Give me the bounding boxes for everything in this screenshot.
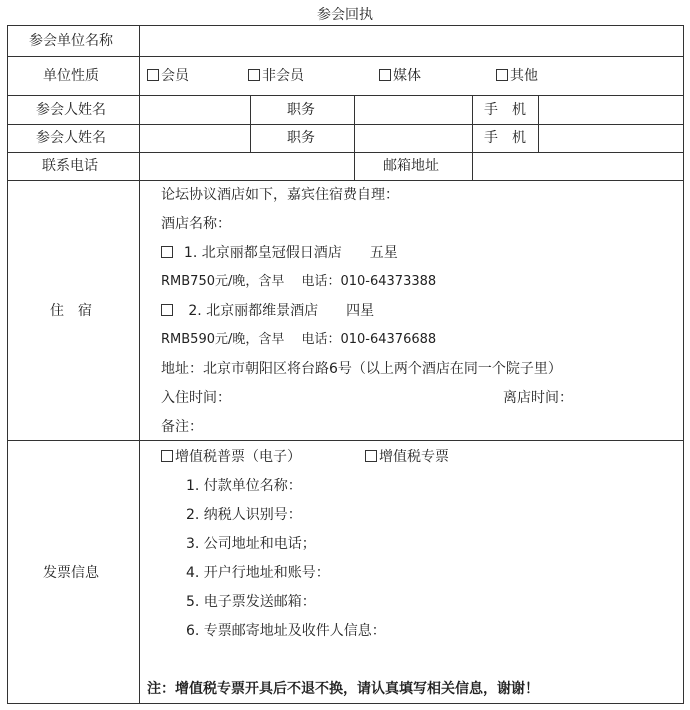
checkin-label: 入住时间：	[161, 390, 231, 406]
invoice-item: 3. 公司地址和电话；	[186, 536, 316, 552]
position-label: 职务	[287, 130, 315, 146]
attendee-name-field[interactable]	[140, 96, 250, 124]
lodging-intro: 论坛协议酒店如下，嘉宾住宿费自理：	[161, 187, 399, 203]
hotel-option-1[interactable]: 1. 北京丽都皇冠假日酒店 五星	[161, 244, 398, 262]
checkbox-icon[interactable]	[161, 304, 173, 316]
lodging-label: 住 宿	[50, 303, 92, 319]
hotel-2-price: RMB590元/晚，含早 电话：010-64376688	[161, 332, 437, 347]
phone-label: 联系电话	[42, 158, 98, 174]
invoice-item: 5. 电子票发送邮箱：	[186, 594, 316, 610]
mobile-label: 手 机	[484, 102, 526, 118]
invoice-item: 4. 开户行地址和账号：	[186, 565, 330, 581]
remark-label: 备注：	[161, 419, 203, 435]
checkout-label: 离店时间：	[503, 390, 573, 406]
row-divider	[7, 180, 684, 181]
row-divider	[7, 440, 684, 441]
position-field[interactable]	[355, 125, 472, 152]
checkbox-icon[interactable]	[147, 69, 159, 81]
hotel-1-price: RMB750元/晚，含早 电话：010-64373388	[161, 274, 437, 289]
row-divider	[7, 56, 684, 57]
checkbox-icon[interactable]	[248, 69, 260, 81]
unit-name-label: 参会单位名称	[29, 33, 113, 49]
position-field[interactable]	[355, 96, 472, 124]
invoice-option-ordinary[interactable]: 增值税普票（电子）	[161, 448, 301, 466]
hotel-name-label: 酒店名称：	[161, 216, 231, 232]
invoice-note: 注：增值税专票开具后不退不换，请认真填写相关信息，谢谢！	[147, 681, 539, 697]
phone-field[interactable]	[140, 153, 354, 180]
checkbox-icon[interactable]	[161, 450, 173, 462]
invoice-item: 1. 付款单位名称：	[186, 478, 302, 494]
unit-type-option-member[interactable]: 会员	[147, 67, 189, 85]
attendee-name-label: 参会人姓名	[36, 102, 106, 118]
checkbox-icon[interactable]	[365, 450, 377, 462]
unit-type-option-other[interactable]: 其他	[496, 67, 538, 85]
position-label: 职务	[287, 102, 315, 118]
checkbox-icon[interactable]	[496, 69, 508, 81]
mobile-field[interactable]	[539, 125, 683, 152]
form-title: 参会回执	[317, 7, 373, 23]
hotel-option-2[interactable]: 2. 北京丽都维景酒店 四星	[161, 302, 374, 320]
invoice-label: 发票信息	[43, 565, 99, 581]
mobile-field[interactable]	[539, 96, 683, 124]
invoice-item: 2. 纳税人识别号：	[186, 507, 302, 523]
invoice-option-special[interactable]: 增值税专票	[365, 448, 449, 466]
mobile-label: 手 机	[484, 130, 526, 146]
unit-type-label: 单位性质	[43, 68, 99, 84]
checkbox-icon[interactable]	[161, 246, 173, 258]
checkbox-icon[interactable]	[379, 69, 391, 81]
attendee-name-label: 参会人姓名	[36, 130, 106, 146]
unit-type-option-media[interactable]: 媒体	[379, 67, 421, 85]
email-label: 邮箱地址	[383, 158, 439, 174]
hotel-address: 地址：北京市朝阳区将台路6号（以上两个酒店在同一个院子里）	[161, 361, 562, 377]
unit-name-field[interactable]	[140, 26, 683, 56]
email-field[interactable]	[473, 153, 683, 180]
unit-type-option-nonmember[interactable]: 非会员	[248, 67, 304, 85]
invoice-item: 6. 专票邮寄地址及收件人信息：	[186, 623, 386, 639]
column-divider	[250, 95, 251, 152]
attendee-name-field[interactable]	[140, 125, 250, 152]
